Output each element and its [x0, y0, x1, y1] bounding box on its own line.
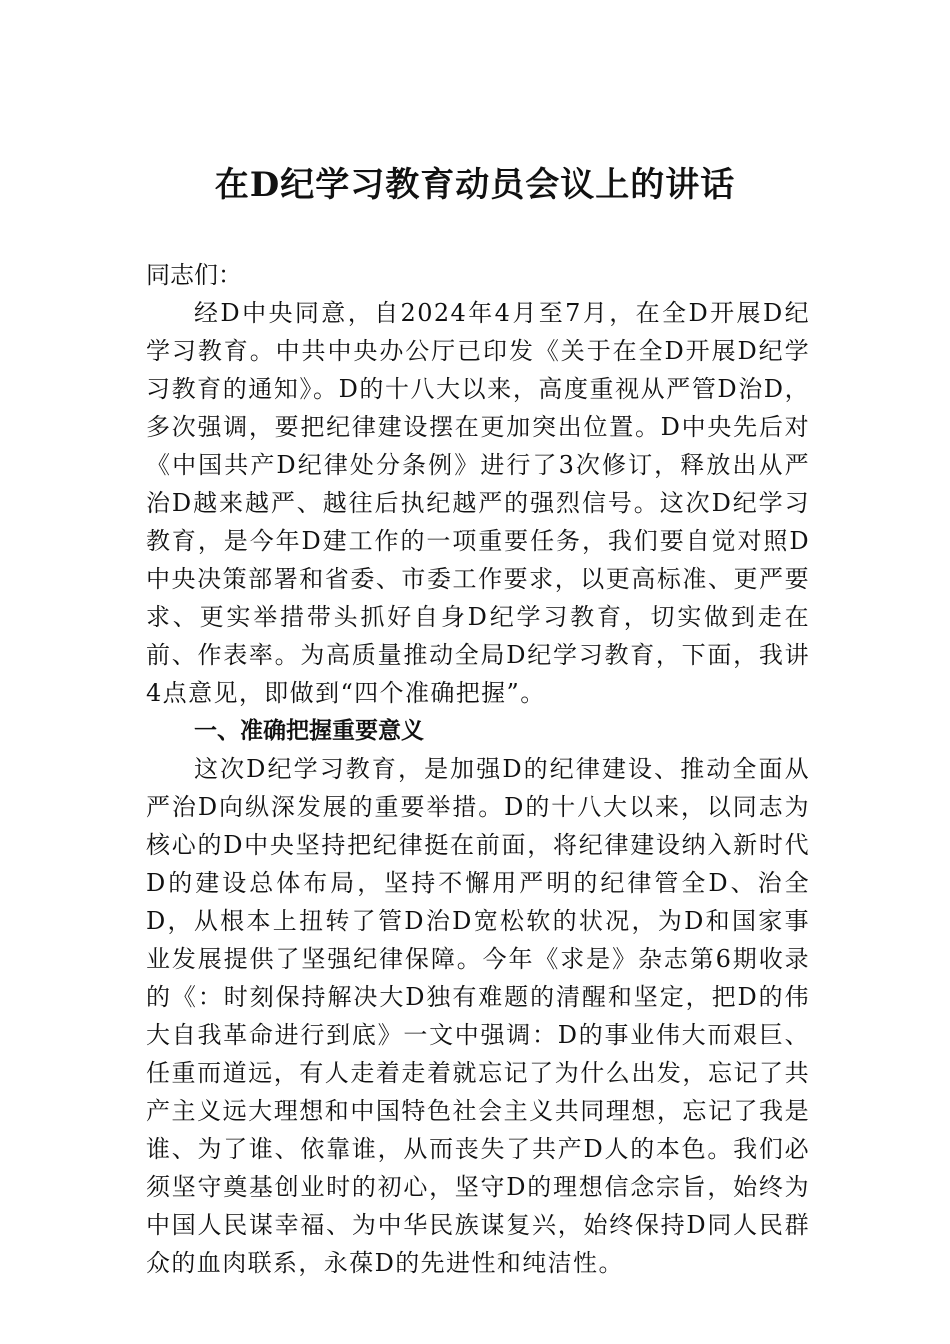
- salutation: 同志们：: [146, 261, 242, 289]
- paragraph-intro: 经D中央同意，自2024年4月至7月，在全D开展D纪学习教育。中共中央办公厅已印发《关于在全D开展D纪学习教育的通知》。D的十八大以来，高度重视从严管D治D，多次强调，要把纪律建设摆在更加突出位置。D中央先后对《中国共产D纪律处分条例》进行了3次修订，释放出从严治D越来越严、越往后执纪越严的强烈信号。这次D纪学习教育，是今年D建工作的一项重要任务，我们要自觉对照D中央决策部署和省委、市委工作要求，以更高标准、更严要求、更实举措带头抓好自身D纪学习教育，切实做到走在前、作表率。为高质量推动全局D纪学习教育，下面，我讲4点意见，即做到“四个准确把握”。: [146, 299, 810, 707]
- section-heading-1: 一、准确把握重要意义: [194, 718, 424, 744]
- document-title: 在D纪学习教育动员会议上的讲话: [214, 165, 736, 205]
- document-body: [146, 256, 810, 1282]
- paragraph-significance: 这次D纪学习教育，是加强D的纪律建设、推动全面从严治D向纵深发展的重要举措。D的十八大以来，以同志为核心的D中央坚持把纪律挺在前面，将纪律建设纳入新时代D的建设总体布局，坚持不懈用严明的纪律管全D、治全D，从根本上扭转了管D治D宽松软的状况，为D和国家事业发展提供了坚强纪律保障。今年《求是》杂志第6期收录的《：时刻保持解决大D独有难题的清醒和坚定，把D的伟大自我革命进行到底》一文中强调：D的事业伟大而艰巨、任重而道远，有人走着走着就忘记了为什么出发，忘记了共产主义远大理想和中国特色社会主义共同理想，忘记了我是谁、为了谁、依靠谁，从而丧失了共产D人的本色。我们必须坚守奠基创业时的初心，坚守D的理想信念宗旨，始终为中国人民谋幸福、为中华民族谋复兴，始终保持D同人民群众的血肉联系，永葆D的先进性和纯洁性。: [146, 755, 810, 1277]
